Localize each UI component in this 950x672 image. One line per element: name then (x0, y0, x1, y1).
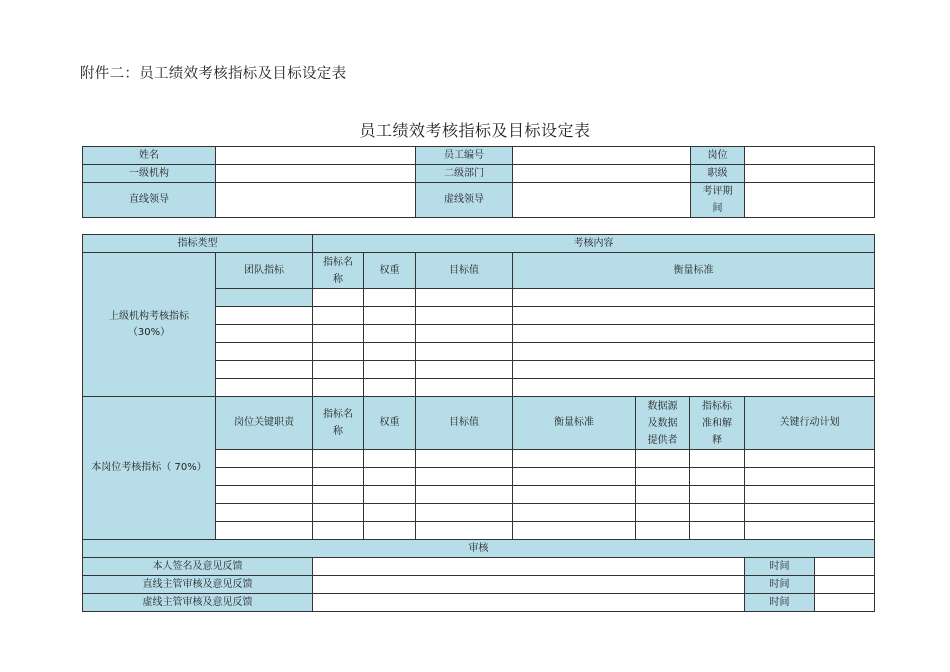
upper-cell[interactable] (216, 379, 313, 397)
upper-ind-name-text: 指标名称 (323, 256, 353, 285)
self-time-field[interactable] (815, 558, 875, 576)
org-field[interactable] (216, 165, 416, 183)
line-manager-time-label: 时间 (745, 576, 815, 594)
level-label: 职级 (691, 165, 745, 183)
post-target-header: 目标值 (416, 397, 513, 450)
upper-label: 上级机构考核指标 (109, 310, 189, 322)
plan-header: 关键行动计划 (745, 397, 875, 450)
upper-cell[interactable] (216, 343, 313, 361)
line-manager-time-field[interactable] (815, 576, 875, 594)
period-field[interactable] (745, 183, 875, 218)
post-section-label: 本岗位考核指标（ 70%） (83, 397, 216, 540)
review-header: 审核 (83, 540, 875, 558)
employee-no-field[interactable] (513, 147, 691, 165)
post-measure-header: 衡量标准 (513, 397, 636, 450)
upper-cell[interactable] (216, 307, 313, 325)
upper-cell[interactable] (216, 325, 313, 343)
self-sign-field[interactable] (313, 558, 745, 576)
annex-title: 附件二：员工绩效考核指标及目标设定表 (80, 66, 347, 82)
line-manager-sign-field[interactable] (313, 576, 745, 594)
duty-header: 岗位关键职责 (216, 397, 313, 450)
name-label: 姓名 (83, 147, 216, 165)
self-sign-label: 本人签名及意见反馈 (83, 558, 313, 576)
source-header (636, 397, 690, 450)
source-text: 数据源及数据提供者 (647, 400, 678, 446)
virtual-manager-sign-label: 虚线主管审核及意见反馈 (83, 594, 313, 612)
leader-field[interactable] (216, 183, 416, 218)
dept-field[interactable] (513, 165, 691, 183)
post-ind-name-text: 指标名称 (323, 409, 353, 437)
period-label-cell (691, 183, 745, 218)
upper-weight-header: 权重 (364, 253, 416, 289)
dept-label: 二级部门 (416, 165, 513, 183)
leader-label: 直线领导 (83, 183, 216, 218)
post-weight-header: 权重 (364, 397, 416, 450)
upper-measure-header: 衡量标准 (513, 253, 875, 289)
position-field[interactable] (745, 147, 875, 165)
upper-row-label (216, 289, 313, 307)
form-title: 员工绩效考核指标及目标设定表 (359, 121, 591, 140)
employee-no-label: 员工编号 (416, 147, 513, 165)
virtual-leader-label: 虚线领导 (416, 183, 513, 218)
indicator-type-header: 指标类型 (83, 235, 313, 253)
explain-header (690, 397, 745, 450)
virtual-manager-time-label: 时间 (745, 594, 815, 612)
kpi-table (82, 234, 875, 612)
position-label: 岗位 (691, 147, 745, 165)
self-time-label: 时间 (745, 558, 815, 576)
upper-pct: （30%） (127, 326, 171, 338)
upper-cell[interactable] (216, 361, 313, 379)
explain-text: 指标标准和解释 (702, 400, 732, 446)
employee-info-table (82, 146, 875, 218)
content-header: 考核内容 (313, 235, 875, 253)
period-label: 考评期间 (702, 186, 733, 214)
team-indicator-header: 团队指标 (216, 253, 313, 289)
virtual-manager-time-field[interactable] (815, 594, 875, 612)
org-label: 一级机构 (83, 165, 216, 183)
name-field[interactable] (216, 147, 416, 165)
upper-section-label (83, 253, 216, 397)
upper-ind-name-header (313, 253, 364, 289)
upper-target-header: 目标值 (416, 253, 513, 289)
virtual-manager-sign-field[interactable] (313, 594, 745, 612)
level-field[interactable] (745, 165, 875, 183)
virtual-leader-field[interactable] (513, 183, 691, 218)
line-manager-sign-label: 直线主管审核及意见反馈 (83, 576, 313, 594)
post-ind-name-header (313, 397, 364, 450)
